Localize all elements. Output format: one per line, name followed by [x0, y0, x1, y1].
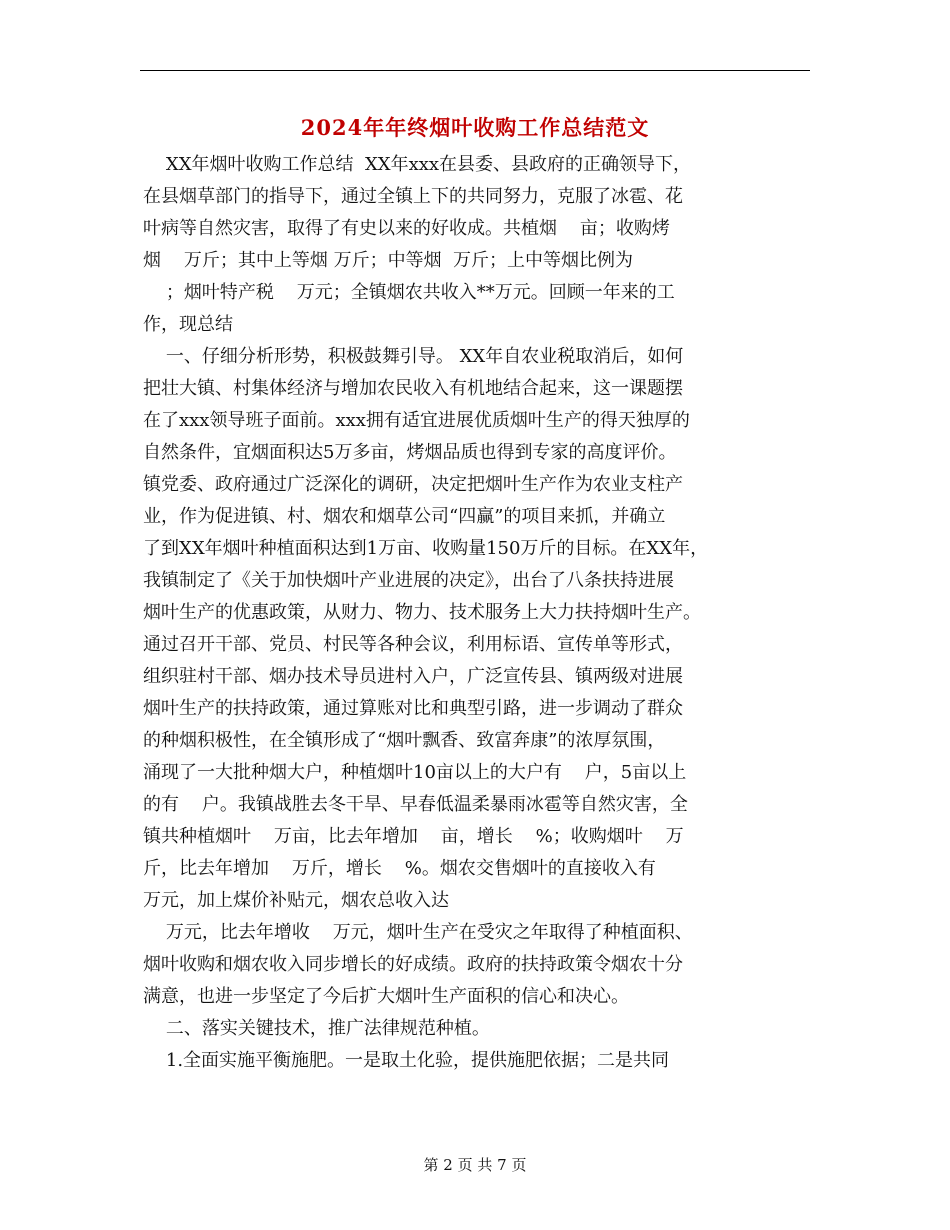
body-line: 1.全面实施平衡施肥。一是取土化验，提供施肥依据；二是共同	[143, 1050, 670, 1071]
body-line: 万元，比去年增收 万元，烟叶生产在受灾之年取得了种植面积、	[143, 922, 693, 943]
body-line: 自然条件，宜烟面积达5万多亩，烤烟品质也得到专家的高度评价。	[143, 442, 677, 463]
body-line: 作，现总结	[143, 314, 233, 335]
body-line: ；烟叶特产税 万元；全镇烟农共收入**万元。回顾一年来的工	[143, 282, 675, 303]
body-line: 一、仔细分析形势，积极鼓舞引导。 XX年自农业税取消后，如何	[143, 346, 684, 367]
body-line: 烟叶生产的优惠政策，从财力、物力、技术服务上大力扶持烟叶生产。	[143, 602, 701, 623]
body-line: 的种烟积极性，在全镇形成了“烟叶飘香、致富奔康”的浓厚氛围，	[143, 730, 666, 751]
body-line: 通过召开干部、党员、村民等各种会议，利用标语、宣传单等形式，	[143, 634, 683, 655]
body-line: 业，作为促进镇、村、烟农和烟草公司“四赢”的项目来抓，并确立	[143, 506, 666, 527]
body-line: 烟叶生产的扶持政策，通过算账对比和典型引路，进一步调动了群众	[143, 698, 683, 719]
body-line: 满意，也进一步坚定了今后扩大烟叶生产面积的信心和决心。	[143, 986, 629, 1007]
body-line: 的有 户。我镇战胜去冬干旱、早春低温柔暴雨冰雹等自然灾害，全	[143, 794, 688, 815]
body-line: 万元，加上煤价补贴元，烟农总收入达	[143, 890, 449, 911]
body-line: 二、落实关键技术，推广法律规范种植。	[143, 1018, 490, 1039]
body-line: 斤，比去年增加 万斤，增长 %。烟农交售烟叶的直接收入有	[143, 858, 656, 879]
document-title: 2024年年终烟叶收购工作总结范文	[300, 115, 650, 140]
header-rule	[140, 70, 810, 71]
body-line: 在县烟草部门的指导下，通过全镇上下的共同努力，克服了冰雹、花	[143, 186, 683, 207]
body-line: 我镇制定了《关于加快烟叶产业进展的决定》，出台了八条扶持进展	[143, 570, 674, 591]
body-line: 烟叶收购和烟农收入同步增长的好成绩。政府的扶持政策令烟农十分	[143, 954, 683, 975]
page-number: 第 2 页 共 7 页	[423, 1156, 527, 1174]
body-line: 了到XX年烟叶种植面积达到1万亩、收购量150万斤的目标。在XX年，	[143, 538, 709, 559]
body-line: XX年烟叶收购工作总结 XX年xxx在县委、县政府的正确领导下，	[143, 154, 692, 175]
document-body	[143, 149, 813, 1077]
body-line: 叶病等自然灾害，取得了有史以来的好收成。共植烟 亩；收购烤	[143, 218, 670, 239]
body-line: 组织驻村干部、烟办技术导员进村入户，广泛宣传县、镇两级对进展	[143, 666, 683, 687]
body-line: 镇党委、政府通过广泛深化的调研，决定把烟叶生产作为农业支柱产	[143, 474, 683, 495]
body-line: 镇共种植烟叶 万亩，比去年增加 亩，增长 %；收购烟叶 万	[143, 826, 684, 847]
body-line: 把壮大镇、村集体经济与增加农民收入有机地结合起来，这一课题摆	[143, 378, 683, 399]
body-line: 在了xxx领导班子面前。xxx拥有适宜进展优质烟叶生产的得天独厚的	[143, 410, 690, 431]
body-line: 涌现了一大批种烟大户，种植烟叶10亩以上的大户有 户，5亩以上	[143, 762, 687, 783]
body-line: 烟 万斤；其中上等烟 万斤；中等烟 万斤；上中等烟比例为	[143, 250, 634, 271]
